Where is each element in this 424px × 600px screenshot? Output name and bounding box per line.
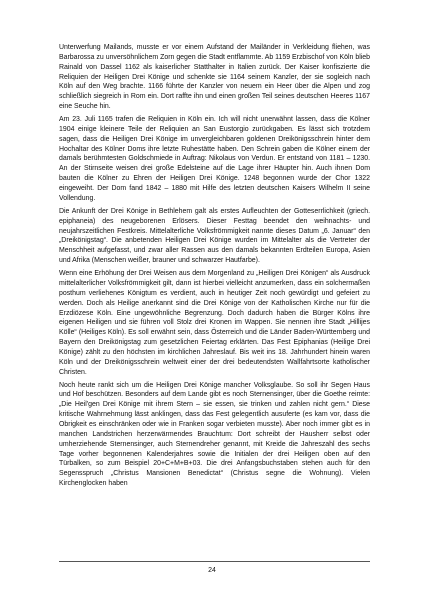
body-text — [59, 43, 370, 489]
paragraph: Die Ankunft der Drei Könige in Bethlehem galt als erstes Aufleuchten der Gotteserrlichkeit (griech. epiphaneia) des neugeborenen Erlösers. Dieser Festtag beendet den weihnachts- und neujahrszeitlichen Festkreis. Mittelalterliche Volksfrömmigkeit nannte dieses Datum „6. Januar“ den „Dreikönigstag“. Die anbetenden Heiligen Drei Könige wurden im Mittelalter als die Vertreter der Menschheit aufgefasst, und zwar aller Rassen aus den damals bekannten Erdteilen Europa, Asien und Afrika (Menschen weißer, brauner und schwarzer Hautfarbe). — [59, 207, 370, 265]
paragraph: Unterwerfung Mailands, musste er vor einem Aufstand der Mailänder in Verkleidung fliehen, was Barbarossa zu unversöhnlichem Zorn gegen die Stadt entflammte. Ab 1159 Erzbischof von Köln blieb Rainald von Dassel 1162 als kaiserlicher Statthalter in Italien zurück. Der Kaiser konfiszierte die Reliquien der Heiligen Drei Könige und schenkte sie 1164 seinem Kanzler, der sie sogleich nach Köln auf den Weg brachte. 1166 führte der Kanzler von neuem ein Heer über die Alpen und zog schließlich siegreich in Rom ein. Dort raffte ihn und einen großen Teil seines deutschen Heeres 1167 eine Seuche hin. — [59, 44, 370, 111]
paragraph: Noch heute rankt sich um die Heiligen Drei Könige mancher Volksglaube. So soll ihr Segen Haus und Hof beschützen. Besonders auf dem Lande gibt es noch Sternensinger, über die Goethe reimte: „Die Heil'gen Drei Könige mit ihrem Stern – sie essen, sie trinken und zahlen nicht gern.“ Diese kritische Wahrnehmung lässt anklingen, dass das Fest gelegentlich ausuferte (es kam vor, dass die Obrigkeit es einschränken oder wie in Franken sogar verbieten musste). Aber noch immer gibt es in manchen Landstrichen herzerwärmendes Brauchtum: Dort schreibt der Hausherr selbst oder umherziehende Sternensinger, auch Sternendreher genannt, mit Kreide die Jahreszahl des sechs Tage vorher begonnenen Kalenderjahres sowie die Initialen der drei Heiligen oben auf den Türbalken, so zum Beispiel 20+C+M+B+03. Die drei Anfangsbuchstaben stehen auch für den Segensspruch „Christus Mansionen Benedictat“ (Christus segne die Wohnung). Vielen Kirchenglocken haben — [59, 381, 370, 488]
footer-divider — [59, 561, 370, 562]
page-number: 24 — [208, 567, 216, 574]
paragraph: Wenn eine Erhöhung der Drei Weisen aus dem Morgenland zu „Heiligen Drei Königen“ als Ausdruck mittelalterlicher Volksfrömmigkeit gilt, dann ist hierbei vielleicht anzumerken, dass ein solchermaßen posthum verliehenes Königtum es verdient, auch in heutiger Zeit noch gewürdigt und gefeiert zu werden. Doch als Heilige anerkannt sind die Drei Könige von der Katholischen Kirche nur für die Erzdiözese Köln. Eine ungewöhnliche Begrenzung. Doch dadurch haben die Bürger Kölns ihre eigenen Heiligen und sie führen voll Stolz drei Kronen im Wappen. Sie nennen ihre Stadt „Hillijes Kölle“ (Heiliges Köln). Es soll erwähnt sein, dass Österreich und die Länder Baden-Württemberg und Bayern den Dreikönigstag zum gesetzlichen Feiertag erklärten. Das Fest Epiphanias (Heilige Drei Könige) zählt zu den höchsten im kirchlichen Jahreslauf. Bis weit ins 18. Jahrhundert hinein waren Köln und der Dreikönigsschrein weltweit einer der drei bedeutendsten Wallfahrtsorte katholischer Christen. — [59, 270, 370, 376]
paragraph: Am 23. Juli 1165 trafen die Reliquien in Köln ein. Ich will nicht unerwähnt lassen, dass die Kölner 1904 einige kleinere Teile der Reliquien an San Eustorgio zurückgaben. Es lässt sich trotzdem sagen, dass die Heiligen Drei Könige im unvergleichbaren goldenen Dreikönigsschrein hinter dem Hochaltar des Kölner Doms ihre letzte Ruhestätte haben. Den Schrein gaben die Kölner einem der damals berühmtesten Goldschmiede in Auftrag: Nikolaus von Verdun. Er entstand von 1181 – 1230. An der Stirnseite weisen drei große Edelsteine auf die Lage ihrer Häupter hin. Auch ihnen Dom bauten die Kölner zu Ehren der Heiligen Drei Könige. 1248 begonnen wurde der Chor 1322 eingeweiht. Der Dom fand 1842 – 1880 mit Hilfe des letzten deutschen Kaisers Wilhelm II seine Vollendung. — [59, 116, 370, 202]
